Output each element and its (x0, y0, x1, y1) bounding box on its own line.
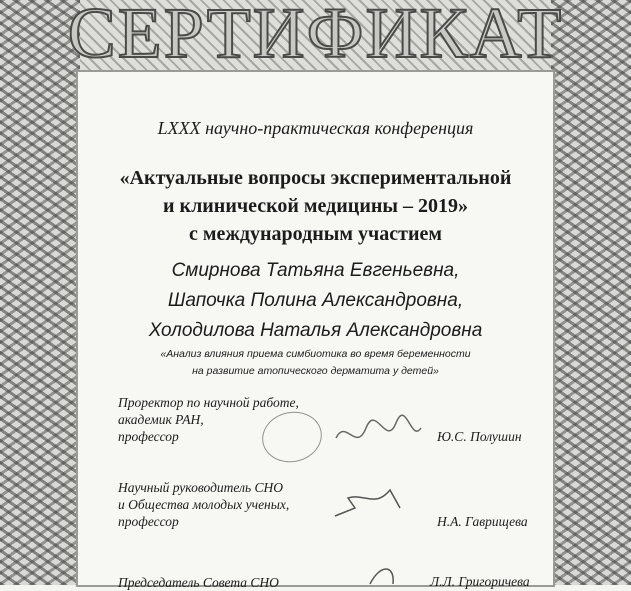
signature-icon (330, 478, 410, 524)
signatory-role-line: Председатель Совета СНО (118, 575, 279, 590)
signatory-role (118, 479, 289, 530)
signatory-role (118, 574, 279, 591)
certificate-title: СЕРТИФИКАТ (67, 0, 564, 73)
participant-name: Шапочка Полина Александровна, (167, 290, 464, 311)
signatory-name: Ю.С. Полушин (437, 429, 522, 444)
conference-title (0, 164, 631, 248)
signatory-role-line: академик РАН, (118, 412, 204, 427)
signatory-role-line: профессор (118, 514, 179, 529)
signatory-name: Н.А. Гаврищева (437, 514, 528, 529)
signature-icon (365, 564, 425, 585)
signatory-name: Л.Л. Григоричева (430, 574, 530, 589)
signatory-role-line: и Общества молодых ученых, (118, 497, 290, 512)
participants-list (0, 256, 631, 346)
signature-icon (326, 408, 426, 458)
participant-name: Холодилова Наталья Александровна (148, 320, 483, 341)
participant-name: Смирнова Татьяна Евгеньевна, (171, 260, 460, 281)
signatory-role-line: Научный руководитель СНО (118, 480, 283, 495)
report-topic (0, 346, 631, 380)
report-topic-line: на развитие атопического дерматита у детей» (192, 365, 439, 377)
report-topic-line: «Анализ влияния приема симбиотика во время беременности (160, 348, 471, 360)
conference-number: LXXX научно-практическая конференция (157, 118, 474, 138)
signatory-role-line: профессор (118, 429, 179, 444)
signatory-role-line: Проректор по научной работе, (118, 395, 299, 410)
conference-title-line: и клинической медицины – 2019» (163, 195, 468, 217)
conference-title-line: «Актуальные вопросы экспериментальной (119, 167, 512, 189)
conference-title-line: с международным участием (189, 223, 442, 245)
